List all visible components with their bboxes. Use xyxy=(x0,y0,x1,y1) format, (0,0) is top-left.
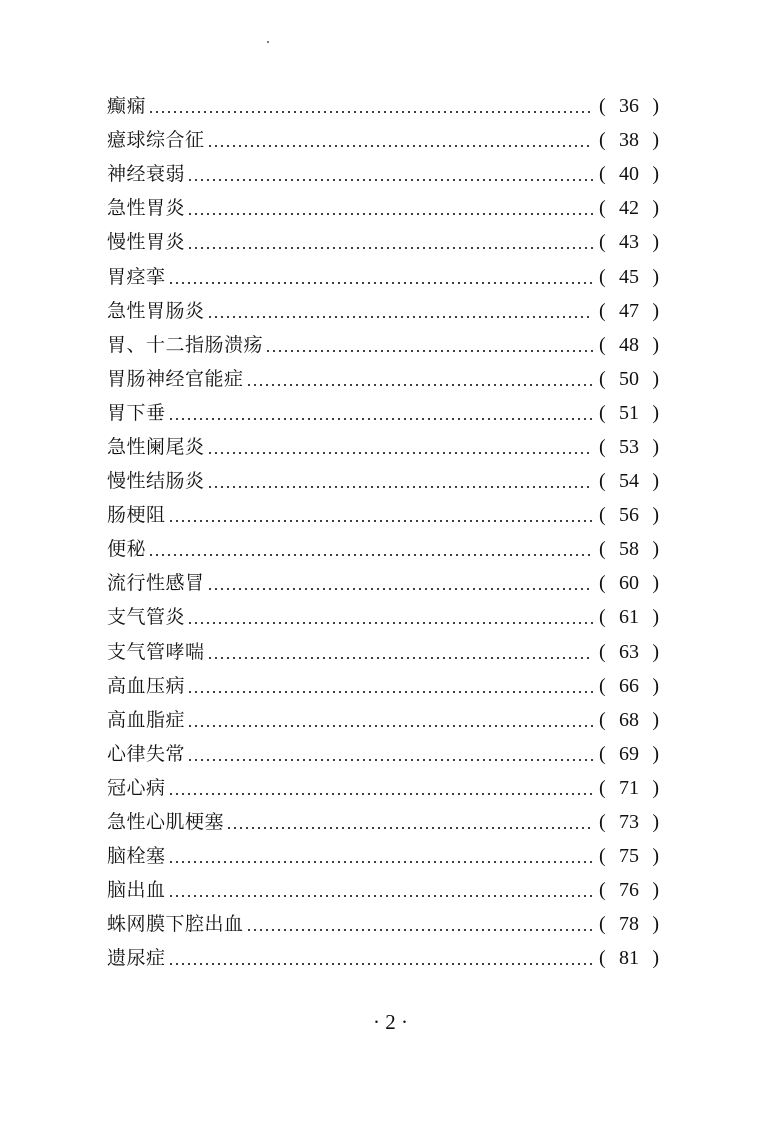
open-paren: ( xyxy=(599,299,606,322)
toc-entry-page xyxy=(599,498,659,532)
toc-dot-leader xyxy=(168,839,593,873)
toc-entry-title: 支气管哮喘 xyxy=(107,640,205,663)
toc-entry-page xyxy=(599,89,659,123)
toc-entry-title: 心律失常 xyxy=(107,742,186,765)
toc-entry-title: 胃下垂 xyxy=(107,401,166,424)
open-paren: ( xyxy=(599,879,606,902)
toc-entry-title: 急性胃炎 xyxy=(107,197,186,220)
toc-dot-leader xyxy=(168,771,593,805)
open-paren: ( xyxy=(599,947,606,970)
toc-entry-title: 高血压病 xyxy=(107,674,186,697)
open-paren: ( xyxy=(599,129,606,152)
toc-entry-page xyxy=(599,362,659,396)
toc-dot-leader xyxy=(207,464,593,498)
open-paren: ( xyxy=(599,811,606,834)
close-paren: ) xyxy=(652,333,659,356)
page-number: 38 xyxy=(619,129,639,152)
toc-entry-title: 肠梗阻 xyxy=(107,504,166,527)
page-number: 42 xyxy=(619,197,639,220)
close-paren: ) xyxy=(652,811,659,834)
close-paren: ) xyxy=(652,470,659,493)
toc-entry-page xyxy=(599,566,659,600)
close-paren: ) xyxy=(652,231,659,254)
toc-entry xyxy=(107,805,659,839)
toc-entry xyxy=(107,771,659,805)
close-paren: ) xyxy=(652,538,659,561)
toc-entry xyxy=(107,703,659,737)
close-paren: ) xyxy=(652,435,659,458)
page-number-footer: · 2 · xyxy=(373,1010,408,1034)
toc-dot-leader xyxy=(187,669,593,703)
open-paren: ( xyxy=(599,265,606,288)
close-paren: ) xyxy=(652,742,659,765)
toc-entry xyxy=(107,737,659,771)
open-paren: ( xyxy=(599,640,606,663)
toc-entry-page xyxy=(599,771,659,805)
toc-entry-page xyxy=(599,600,659,634)
toc-dot-leader xyxy=(187,703,593,737)
toc-entry-title: 急性胃肠炎 xyxy=(107,299,205,322)
open-paren: ( xyxy=(599,95,606,118)
toc-entry-page xyxy=(599,294,659,328)
toc-entry-page xyxy=(599,225,659,259)
close-paren: ) xyxy=(652,947,659,970)
toc-dot-leader xyxy=(207,635,593,669)
close-paren: ) xyxy=(652,163,659,186)
scan-speck xyxy=(267,41,269,43)
toc-entry xyxy=(107,600,659,634)
close-paren: ) xyxy=(652,129,659,152)
page-number: 68 xyxy=(619,708,639,731)
page-number: 69 xyxy=(619,742,639,765)
open-paren: ( xyxy=(599,606,606,629)
open-paren: ( xyxy=(599,231,606,254)
page-number: 66 xyxy=(619,674,639,697)
toc-entry xyxy=(107,839,659,873)
toc-dot-leader xyxy=(148,532,593,566)
page-number: 61 xyxy=(619,606,639,629)
toc-entry-page xyxy=(599,123,659,157)
open-paren: ( xyxy=(599,538,606,561)
close-paren: ) xyxy=(652,299,659,322)
page-number: 71 xyxy=(619,776,639,799)
toc-entry xyxy=(107,362,659,396)
toc-dot-leader xyxy=(207,430,593,464)
toc-dot-leader xyxy=(187,737,593,771)
toc-entry-title: 胃、十二指肠溃疡 xyxy=(107,333,264,356)
toc-entry-page xyxy=(599,941,659,975)
toc-entry xyxy=(107,873,659,907)
toc-entry xyxy=(107,669,659,703)
open-paren: ( xyxy=(599,776,606,799)
toc-entry-title: 癔球综合征 xyxy=(107,129,205,152)
toc-entry-title: 神经衰弱 xyxy=(107,163,186,186)
toc-entry-title: 慢性胃炎 xyxy=(107,231,186,254)
toc-dot-leader xyxy=(168,396,593,430)
close-paren: ) xyxy=(652,504,659,527)
page-number: 47 xyxy=(619,299,639,322)
page-number: 60 xyxy=(619,572,639,595)
toc-entry-page xyxy=(599,328,659,362)
toc-entry xyxy=(107,294,659,328)
page-number: 54 xyxy=(619,470,639,493)
toc-dot-leader xyxy=(226,805,593,839)
toc-entry xyxy=(107,566,659,600)
toc-dot-leader xyxy=(246,907,593,941)
toc-entry-title: 胃痉挛 xyxy=(107,265,166,288)
open-paren: ( xyxy=(599,197,606,220)
toc-entry-page xyxy=(599,737,659,771)
page-number: 76 xyxy=(619,879,639,902)
close-paren: ) xyxy=(652,913,659,936)
page-number: 48 xyxy=(619,333,639,356)
toc-entry-page xyxy=(599,669,659,703)
toc-entry-page xyxy=(599,396,659,430)
page-number: 75 xyxy=(619,845,639,868)
toc-entry-title: 流行性感冒 xyxy=(107,572,205,595)
toc-dot-leader xyxy=(265,328,593,362)
toc-entry xyxy=(107,635,659,669)
toc-entry-page xyxy=(599,635,659,669)
page-number: 53 xyxy=(619,435,639,458)
toc-entry-title: 高血脂症 xyxy=(107,708,186,731)
toc-dot-leader xyxy=(246,362,593,396)
toc-entry-title: 癫痫 xyxy=(107,95,147,118)
toc-entry-page xyxy=(599,157,659,191)
toc-dot-leader xyxy=(148,89,593,123)
toc-entry xyxy=(107,157,659,191)
toc-entry-page xyxy=(599,805,659,839)
close-paren: ) xyxy=(652,95,659,118)
toc-entry-title: 胃肠神经官能症 xyxy=(107,367,244,390)
page-number: 40 xyxy=(619,163,639,186)
page-number: 73 xyxy=(619,811,639,834)
toc-entry xyxy=(107,89,659,123)
page-number: 43 xyxy=(619,231,639,254)
toc-dot-leader xyxy=(187,191,593,225)
toc-entry xyxy=(107,123,659,157)
toc-entry xyxy=(107,430,659,464)
open-paren: ( xyxy=(599,708,606,731)
page-number: 81 xyxy=(619,947,639,970)
open-paren: ( xyxy=(599,470,606,493)
toc-entry-page xyxy=(599,839,659,873)
toc-dot-leader xyxy=(168,941,593,975)
toc-dot-leader xyxy=(168,260,593,294)
toc-entry-title: 遗尿症 xyxy=(107,947,166,970)
close-paren: ) xyxy=(652,265,659,288)
open-paren: ( xyxy=(599,163,606,186)
toc-dot-leader xyxy=(207,294,593,328)
toc-entry-page xyxy=(599,532,659,566)
toc-entry xyxy=(107,464,659,498)
toc-entry xyxy=(107,907,659,941)
page-number: 45 xyxy=(619,265,639,288)
toc-entry-page xyxy=(599,430,659,464)
close-paren: ) xyxy=(652,845,659,868)
toc-entry xyxy=(107,532,659,566)
toc-entry-title: 急性心肌梗塞 xyxy=(107,811,225,834)
open-paren: ( xyxy=(599,913,606,936)
close-paren: ) xyxy=(652,708,659,731)
toc-entry xyxy=(107,941,659,975)
toc-entry-page xyxy=(599,873,659,907)
toc-entry-title: 蛛网膜下腔出血 xyxy=(107,913,244,936)
open-paren: ( xyxy=(599,435,606,458)
open-paren: ( xyxy=(599,504,606,527)
toc-entry xyxy=(107,259,659,293)
toc-dot-leader xyxy=(207,123,593,157)
open-paren: ( xyxy=(599,742,606,765)
toc-entry-page xyxy=(599,191,659,225)
close-paren: ) xyxy=(652,367,659,390)
open-paren: ( xyxy=(599,333,606,356)
close-paren: ) xyxy=(652,640,659,663)
close-paren: ) xyxy=(652,197,659,220)
toc-entry xyxy=(107,328,659,362)
toc-entry-title: 慢性结肠炎 xyxy=(107,470,205,493)
toc-entry-page xyxy=(599,260,659,294)
page-number: 56 xyxy=(619,504,639,527)
toc-entry-page xyxy=(599,907,659,941)
open-paren: ( xyxy=(599,367,606,390)
toc-entry-title: 支气管炎 xyxy=(107,606,186,629)
toc-entry xyxy=(107,191,659,225)
open-paren: ( xyxy=(599,572,606,595)
close-paren: ) xyxy=(652,674,659,697)
toc-dot-leader xyxy=(187,600,593,634)
toc-entry-page xyxy=(599,703,659,737)
close-paren: ) xyxy=(652,401,659,424)
toc-entry-title: 急性阑尾炎 xyxy=(107,435,205,458)
toc-dot-leader xyxy=(187,157,593,191)
toc-entry-title: 脑栓塞 xyxy=(107,845,166,868)
table-of-contents xyxy=(107,89,659,975)
toc-dot-leader xyxy=(168,498,593,532)
open-paren: ( xyxy=(599,674,606,697)
close-paren: ) xyxy=(652,776,659,799)
page-number: 63 xyxy=(619,640,639,663)
close-paren: ) xyxy=(652,879,659,902)
close-paren: ) xyxy=(652,572,659,595)
close-paren: ) xyxy=(652,606,659,629)
toc-dot-leader xyxy=(207,566,593,600)
toc-dot-leader xyxy=(187,225,593,259)
page-number: 36 xyxy=(619,95,639,118)
toc-entry-title: 冠心病 xyxy=(107,776,166,799)
page-number: 50 xyxy=(619,367,639,390)
open-paren: ( xyxy=(599,401,606,424)
toc-entry xyxy=(107,498,659,532)
page-number: 51 xyxy=(619,401,639,424)
toc-entry-title: 脑出血 xyxy=(107,879,166,902)
toc-entry xyxy=(107,396,659,430)
toc-entry-title: 便秘 xyxy=(107,538,147,561)
open-paren: ( xyxy=(599,845,606,868)
page-number: 78 xyxy=(619,913,639,936)
toc-dot-leader xyxy=(168,873,593,907)
toc-entry-page xyxy=(599,464,659,498)
page-number: 58 xyxy=(619,538,639,561)
toc-entry xyxy=(107,225,659,259)
